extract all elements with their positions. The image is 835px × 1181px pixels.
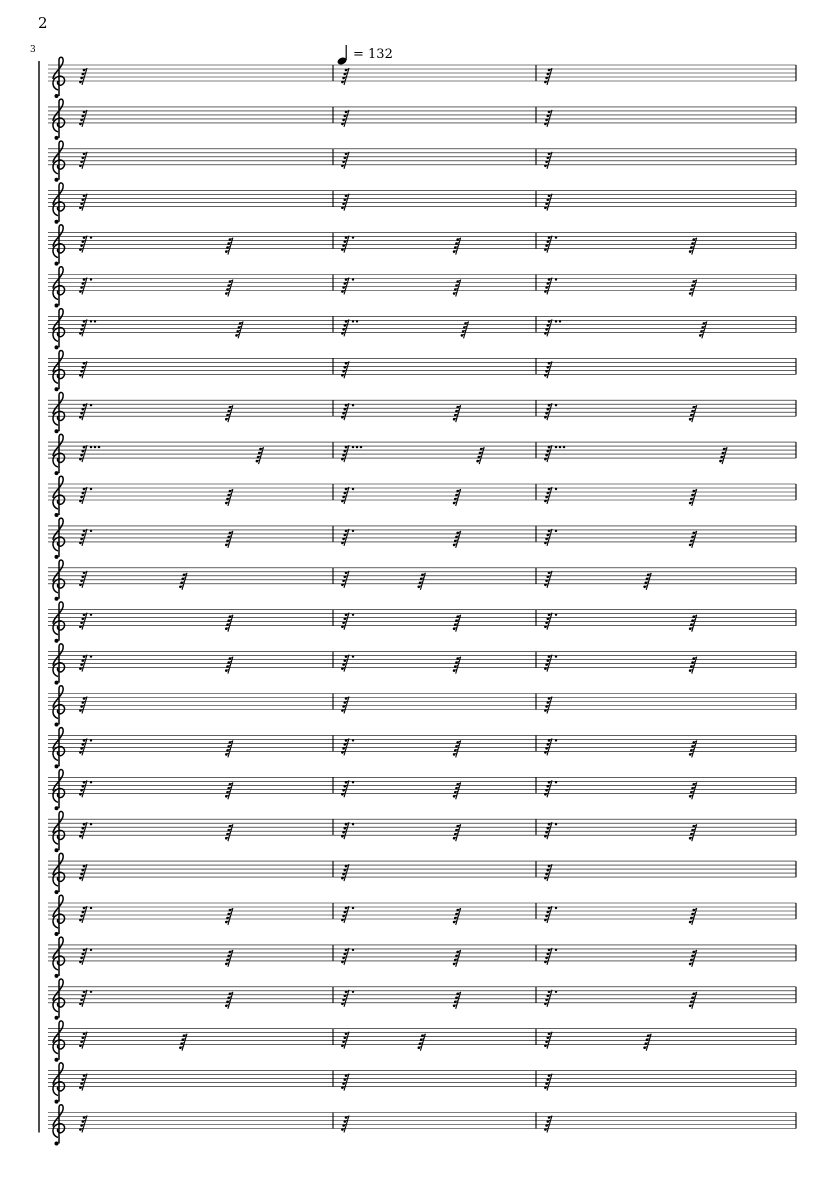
treble-clef-icon [53,309,65,350]
rest [453,740,461,757]
rest [418,1034,426,1051]
rest [79,1074,87,1091]
rest [341,864,349,881]
dotted-rest [79,571,87,588]
dotted-rest [341,780,354,797]
treble-clef-icon [53,895,65,936]
staff [48,225,796,266]
dotted-rest [79,487,92,504]
rest [643,1034,651,1051]
rest [79,110,87,127]
treble-clef-icon [53,770,65,811]
staff [48,644,796,685]
dotted-rest [341,487,354,504]
dotted-rest [79,403,92,420]
rest [79,864,87,881]
rest [689,280,697,297]
staff [48,1063,796,1104]
dotted-rest [544,906,557,923]
dotted-rest [79,613,92,630]
dotted-rest [79,822,92,839]
rest [544,697,552,714]
rest [225,657,233,674]
treble-clef-icon [53,518,65,559]
treble-clef-icon [53,979,65,1020]
rest [689,908,697,925]
dotted-rest [79,990,92,1007]
rest [225,824,233,841]
rest [544,194,552,211]
dotted-rest [341,738,354,755]
rest [225,782,233,799]
dotted-rest [79,319,96,336]
dotted-rest [79,906,92,923]
rest [453,615,461,632]
treble-clef-icon [53,225,65,266]
rest [225,615,233,632]
staff [48,309,796,350]
dotted-rest [341,403,354,420]
dotted-rest [79,236,92,253]
treble-clef-icon [53,853,65,894]
staff [48,811,796,852]
treble-clef-icon [53,560,65,601]
rest [689,824,697,841]
staff [48,351,796,392]
treble-clef-icon [53,392,65,433]
treble-clef-icon [53,644,65,685]
dotted-rest [79,1032,87,1049]
tempo-value: = 132 [353,47,393,62]
treble-clef-icon [53,937,65,978]
rest [341,110,349,127]
rest [225,950,233,967]
rest [79,1116,87,1133]
staff [48,560,796,601]
page-number: 2 [38,14,48,32]
staff [48,1105,796,1146]
rest [689,657,697,674]
treble-clef-icon [53,99,65,140]
rest [476,447,484,464]
rest [689,405,697,422]
rest [179,573,187,590]
rest [544,1074,552,1091]
dotted-rest [79,278,92,295]
dotted-rest [544,948,557,965]
rest [341,194,349,211]
staff [48,770,796,811]
rest [225,489,233,506]
rest [643,573,651,590]
staff [48,183,796,224]
dotted-rest [341,445,362,462]
rest [453,531,461,548]
rest [453,782,461,799]
rest [341,1116,349,1133]
rest [256,447,264,464]
rest [341,697,349,714]
staff [48,99,796,140]
rest [79,194,87,211]
rest [689,950,697,967]
rest [544,110,552,127]
rest [719,447,727,464]
dotted-rest [341,236,354,253]
dotted-rest [544,738,557,755]
rest [544,864,552,881]
staff [48,267,796,308]
treble-clef-icon [53,1063,65,1104]
staff [48,518,796,559]
treble-clef-icon [53,434,65,475]
rest [453,489,461,506]
staff [48,476,796,517]
staff [48,141,796,182]
staff [48,979,796,1020]
rest [544,68,552,85]
treble-clef-icon [53,728,65,769]
dotted-rest [341,571,349,588]
rest [453,280,461,297]
rest [341,152,349,169]
treble-clef-icon [53,183,65,224]
rest [79,361,87,378]
rest [689,531,697,548]
rest [699,321,707,338]
dotted-rest [341,278,354,295]
rest [225,992,233,1009]
dotted-rest [79,948,92,965]
rest [689,615,697,632]
treble-clef-icon [53,476,65,517]
dotted-rest [544,822,557,839]
rest [453,950,461,967]
rest [453,908,461,925]
treble-clef-icon [53,141,65,182]
dotted-rest [544,403,557,420]
staff [48,57,796,98]
treble-clef-icon [53,351,65,392]
dotted-rest [79,529,92,546]
staff [48,434,796,475]
staff [48,392,796,433]
rest [79,152,87,169]
rest [225,908,233,925]
rest [79,68,87,85]
rest [225,405,233,422]
rest [689,992,697,1009]
dotted-rest [544,613,557,630]
rest [544,361,552,378]
rest [453,238,461,255]
staff [48,853,796,894]
rest [453,405,461,422]
dotted-rest [544,1032,552,1049]
rest [689,238,697,255]
dotted-rest [341,319,358,336]
rest [453,992,461,1009]
dotted-rest [341,990,354,1007]
staff [48,686,796,727]
rest [225,238,233,255]
rest [341,1074,349,1091]
dotted-rest [341,948,354,965]
treble-clef-icon [53,267,65,308]
rest [461,321,469,338]
rest [235,321,243,338]
dotted-rest [79,445,100,462]
rest [689,489,697,506]
staff [48,1021,796,1062]
rest [544,152,552,169]
dotted-rest [341,613,354,630]
treble-clef-icon [53,686,65,727]
treble-clef-icon [53,811,65,852]
rest [79,697,87,714]
staff [48,728,796,769]
staff [48,895,796,936]
dotted-rest [79,655,92,672]
dotted-rest [341,655,354,672]
treble-clef-icon [53,57,65,98]
rest [453,657,461,674]
dotted-rest [341,1032,349,1049]
dotted-rest [341,906,354,923]
dotted-rest [341,529,354,546]
rest [418,573,426,590]
rest [689,740,697,757]
dotted-rest [544,278,557,295]
measure-number: 3 [30,45,36,55]
rest [225,531,233,548]
rest [225,740,233,757]
treble-clef-icon [53,1021,65,1062]
dotted-rest [544,487,557,504]
dotted-rest [544,990,557,1007]
staff [48,937,796,978]
rest [544,1116,552,1133]
rest [179,1034,187,1051]
rest [341,361,349,378]
dotted-rest [544,780,557,797]
rest [453,824,461,841]
rest [225,280,233,297]
dotted-rest [79,738,92,755]
treble-clef-icon [53,602,65,643]
dotted-rest [341,822,354,839]
dotted-rest [79,780,92,797]
dotted-rest [544,445,565,462]
treble-clef-icon [53,1105,65,1146]
rest [689,782,697,799]
rest [341,68,349,85]
dotted-rest [544,529,557,546]
dotted-rest [544,319,561,336]
dotted-rest [544,571,552,588]
staff [48,602,796,643]
dotted-rest [544,236,557,253]
dotted-rest [544,655,557,672]
